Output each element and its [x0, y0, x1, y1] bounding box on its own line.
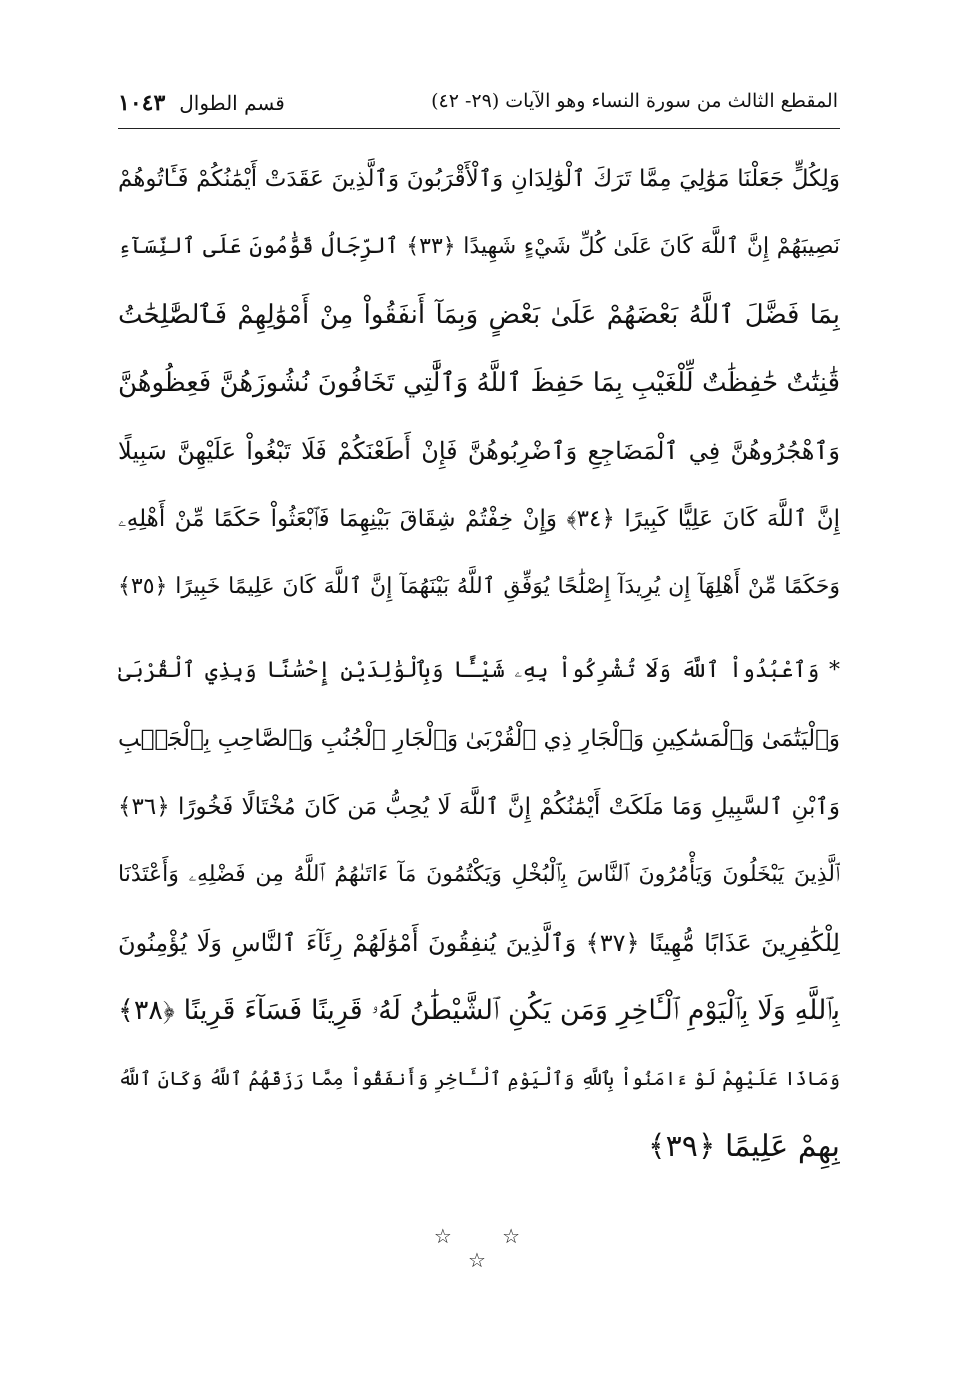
verse-line-last: بِهِمْ عَلِيمًا ﴿٣٩﴾	[648, 1129, 840, 1164]
verse-line: قَٰنِتَٰتٌ حَٰفِظَٰتٌ لِّلْغَيْبِ بِمَا حَفِظَ ٱللَّهُ وَٱلَّٰتِي تَخَافُونَ نُشُوزَهُنَّ فَعِظُوهُنَّ	[118, 368, 840, 398]
verse-line: وَٱبْنِ ٱلسَّبِيلِ وَمَا مَلَكَتْ أَيْمَٰنُكُمْ إِنَّ ٱللَّهَ لَا يُحِبُّ مَن كَانَ مُخْتَالًا فَخُورًا ﴿٣٦﴾	[118, 794, 840, 820]
paragraph-gap	[118, 621, 840, 637]
running-head	[118, 90, 285, 116]
section-title: المقطع الثالث من سورة النساء وهو الآيات (٢٩- ٤٢)	[431, 90, 838, 112]
verse-line: نَصِيبَهُمْ إِنَّ ٱللَّهَ كَانَ عَلَىٰ كُلِّ شَيْءٍ شَهِيدًا ﴿٣٣﴾ ٱلرِّجَالُ قَوَّٰمُونَ عَلَى ٱلنِّسَآءِ	[118, 234, 840, 259]
verse-block	[118, 145, 840, 1181]
verse-line: إِنَّ ٱللَّهَ كَانَ عَلِيًّا كَبِيرًا ﴿٣٤﴾ وَإِنْ خِفْتُمْ شِقَاقَ بَيْنِهِمَا فَٱبْعَثُواْ حَكَمًا مِّنْ أَهْلِهِۦ	[118, 506, 840, 532]
verse-line: لِلْكَٰفِرِينَ عَذَابًا مُّهِينًا ﴿٣٧﴾ وَٱلَّذِينَ يُنفِقُونَ أَمْوَٰلَهُمْ رِئَآءَ ٱلنَّاسِ وَلَا يُؤْمِنُونَ	[118, 929, 840, 957]
verse-line: * وَٱعْبُدُواْ ٱللَّهَ وَلَا تُشْرِكُواْ بِهِۦ شَيْـًٔا وَبِٱلْوَٰلِدَيْنِ إِحْسَٰنًا وَبِذِي ٱلْقُرْبَىٰ	[118, 658, 840, 683]
header-divider	[118, 128, 840, 129]
verse-line: وَمَاذَا عَلَيْهِمْ لَوْ ءَامَنُواْ بِٱللَّهِ وَٱلْيَوْمِ ٱلْـَٔاخِرِ وَأَنفَقُواْ مِمَّا رَزَقَهُمُ ٱللَّهُ وَكَانَ ٱللَّهُ	[118, 1068, 840, 1090]
page-number: ١٠٤٣	[118, 90, 166, 116]
verse-line: وَٱهْجُرُوهُنَّ فِي ٱلْمَضَاجِعِ وَٱضْرِبُوهُنَّ فَإِنْ أَطَعْنَكُمْ فَلَا تَبْغُواْ عَلَيْهِنَّ سَبِيلًا	[118, 437, 840, 465]
verse-line: وَلِكُلٍّ جَعَلْنَا مَوَٰلِيَ مِمَّا تَرَكَ ٱلْوَٰلِدَانِ وَٱلْأَقْرَبُونَ وَٱلَّذِينَ عَقَدَتْ أَيْمَٰنُكُمْ فَـَٔاتُوهُمْ	[118, 166, 840, 192]
section-name: قسم الطوال	[179, 91, 285, 115]
page-header	[118, 84, 838, 124]
verse-line: وَٱلْيَتَٰمَىٰ وَٱلْمَسَٰكِينِ وَٱلْجَارِ ذِي ٱلْقُرْبَىٰ وَٱلْجَارِ ٱلْجُنُبِ وَٱلصَّاحِبِ بِٱلْجَنۢبِ	[118, 726, 840, 752]
verse-line: ٱلَّذِينَ يَبْخَلُونَ وَيَأْمُرُونَ ٱلنَّاسَ بِٱلْبُخْلِ وَيَكْتُمُونَ مَآ ءَاتَىٰهُمُ ٱللَّهُ مِن فَضْلِهِۦ وَأَعْتَدْنَا	[118, 862, 840, 887]
verse-line: وَحَكَمًا مِّنْ أَهْلِهَآ إِن يُرِيدَآ إِصْلَٰحًا يُوَفِّقِ ٱللَّهُ بَيْنَهُمَآ إِنَّ ٱللَّهَ كَانَ عَلِيمًا خَبِيرًا ﴿٣٥﴾	[118, 574, 840, 599]
section-end-stars: ☆ ☆ ☆	[433, 1224, 543, 1272]
verse-line: بِمَا فَضَّلَ ٱللَّهُ بَعْضَهُمْ عَلَىٰ بَعْضٍ وَبِمَآ أَنفَقُواْ مِنْ أَمْوَٰلِهِمْ فَٱلصَّٰلِحَٰتُ	[118, 300, 840, 330]
verse-line: بِٱللَّهِ وَلَا بِٱلْيَوْمِ ٱلْـَٔاخِرِ وَمَن يَكُنِ ٱلشَّيْطَٰنُ لَهُۥ قَرِينًا فَسَآءَ قَرِينًا ﴿٣٨﴾	[118, 995, 840, 1026]
